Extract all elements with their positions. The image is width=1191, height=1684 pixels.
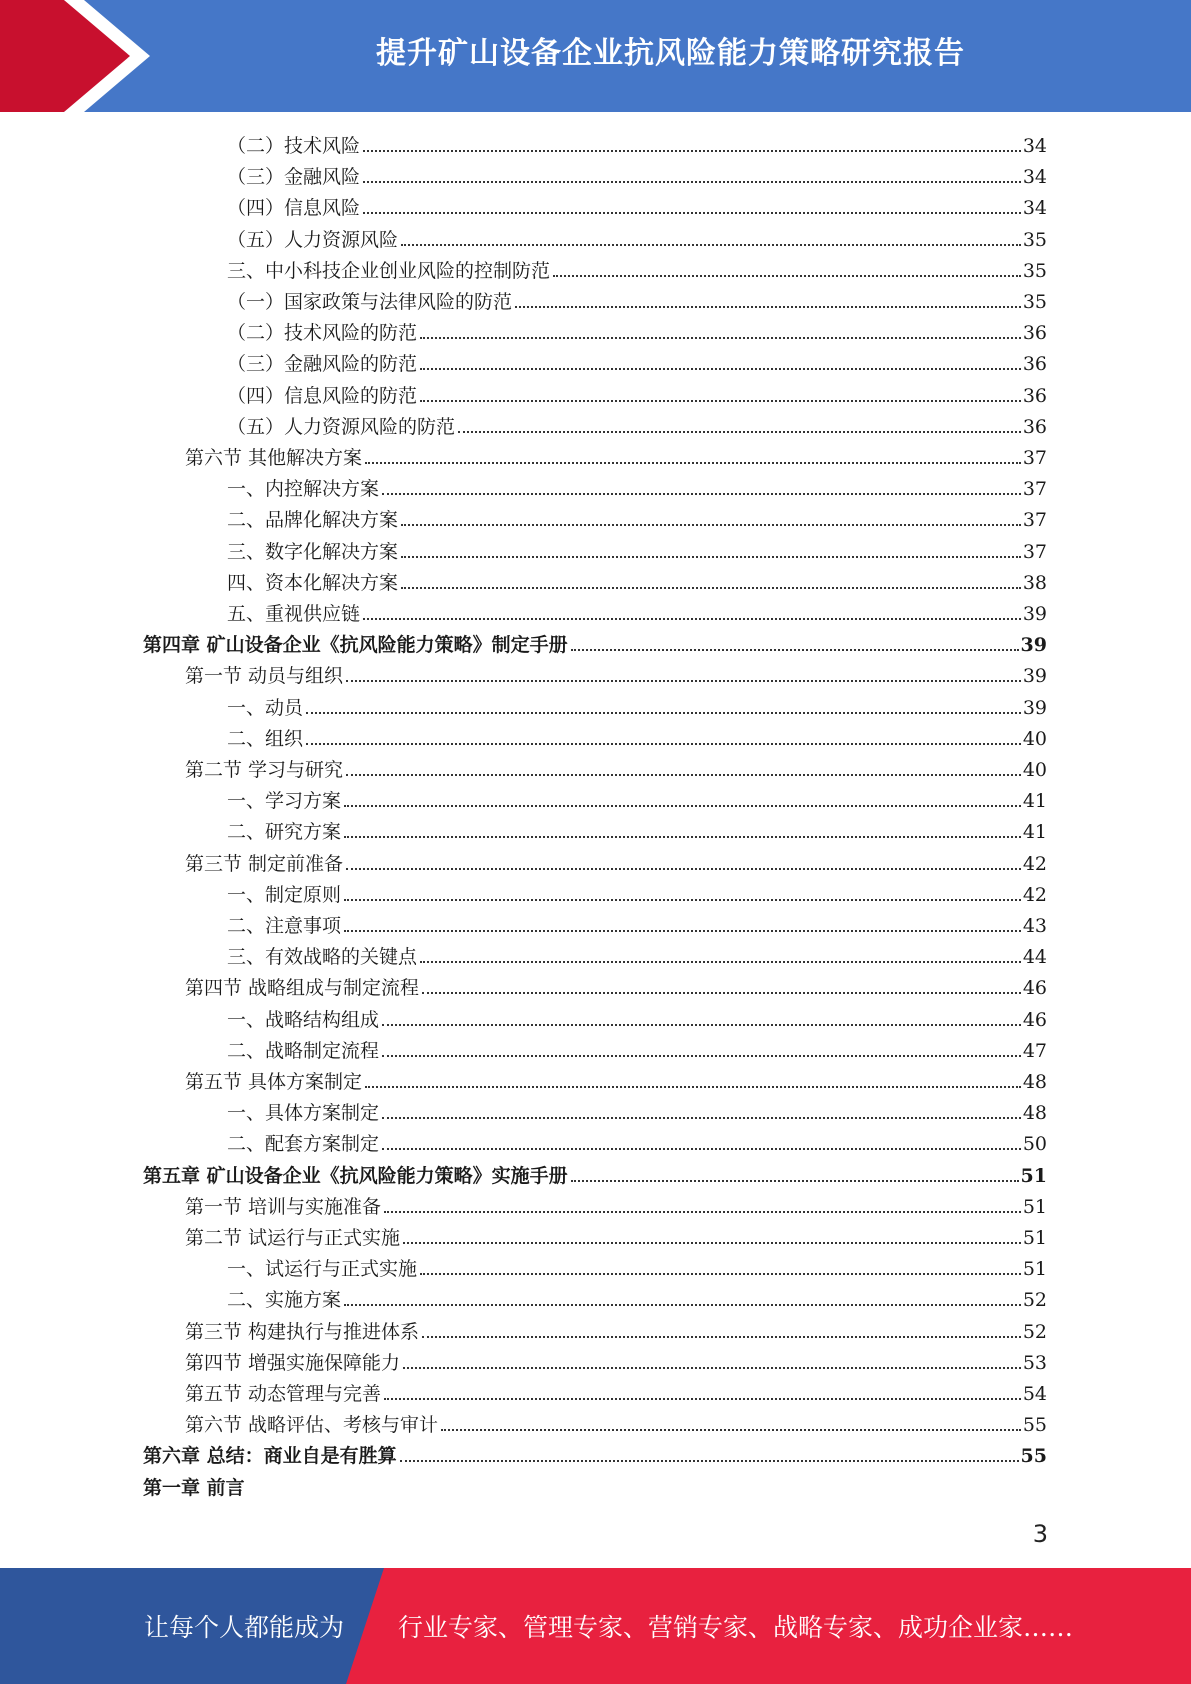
toc-entry[interactable] bbox=[185, 1375, 1047, 1406]
toc-dot-leader bbox=[403, 1367, 1021, 1369]
toc-entry-label: 五、重视供应链 bbox=[227, 603, 361, 625]
toc-dot-leader bbox=[422, 992, 1021, 994]
toc-entry-page: 36 bbox=[1022, 384, 1047, 407]
toc-dot-leader bbox=[384, 1398, 1021, 1400]
toc-entry-page: 48 bbox=[1022, 1071, 1047, 1093]
toc-dot-leader bbox=[420, 368, 1021, 370]
toc-entry[interactable] bbox=[227, 501, 1047, 532]
toc-entry[interactable] bbox=[185, 1313, 1047, 1344]
toc-entry[interactable] bbox=[185, 1219, 1047, 1250]
toc-entry-label: 四、资本化解决方案 bbox=[227, 571, 399, 594]
toc-entry[interactable] bbox=[185, 969, 1047, 1000]
toc-dot-leader bbox=[441, 1429, 1021, 1431]
toc-entry-label: 三、数字化解决方案 bbox=[227, 540, 399, 563]
toc-entry-label: 三、中小科技企业创业风险的控制防范 bbox=[227, 259, 551, 282]
toc-entry-page: 51 bbox=[1022, 1227, 1047, 1249]
footer-slogan-left: 让每个人都能成为 bbox=[144, 1613, 345, 1642]
page-footer bbox=[0, 1568, 1191, 1684]
toc-entry[interactable] bbox=[227, 314, 1047, 345]
toc-dot-leader bbox=[346, 680, 1021, 682]
toc-entry[interactable] bbox=[227, 377, 1047, 408]
toc-entry-label: （三）金融风险 bbox=[227, 166, 361, 189]
toc-dot-leader bbox=[306, 743, 1021, 745]
toc-entry-label: 一、学习方案 bbox=[227, 790, 342, 813]
toc-entry-page: 41 bbox=[1022, 821, 1047, 844]
toc-entry-label: 二、组织 bbox=[227, 727, 304, 750]
toc-entry-label: 第二节 试运行与正式实施 bbox=[185, 1227, 401, 1249]
toc-entry[interactable] bbox=[227, 345, 1047, 376]
toc-entry[interactable] bbox=[185, 1063, 1047, 1094]
toc-dot-leader bbox=[400, 1460, 1019, 1462]
toc-dot-leader bbox=[420, 400, 1021, 402]
toc-entry-page: 55 bbox=[1022, 1414, 1047, 1437]
toc-entry[interactable] bbox=[227, 252, 1047, 283]
toc-entry-page: 39 bbox=[1022, 665, 1047, 688]
toc-entry-page: 34 bbox=[1022, 197, 1047, 220]
toc-entry[interactable] bbox=[227, 1032, 1047, 1063]
toc-entry[interactable] bbox=[227, 127, 1047, 158]
toc-entry-label: （五）人力资源风险 bbox=[227, 228, 399, 251]
toc-entry[interactable] bbox=[227, 689, 1047, 720]
page-number: 3 bbox=[1032, 1520, 1048, 1548]
toc-entry-label: 第一章 前言 bbox=[143, 1476, 245, 1499]
toc-dot-leader bbox=[365, 462, 1021, 464]
toc-entry[interactable] bbox=[185, 657, 1047, 688]
toc-dot-leader bbox=[344, 805, 1021, 807]
toc-entry-label: 第四章 矿山设备企业《抗风险能力策略》制定手册 bbox=[143, 634, 568, 657]
toc-dot-leader bbox=[422, 1336, 1021, 1338]
toc-dot-leader bbox=[363, 150, 1021, 152]
toc-entry-page: 42 bbox=[1022, 883, 1047, 906]
toc-entry[interactable] bbox=[227, 938, 1047, 969]
toc-entry-page: 37 bbox=[1022, 478, 1047, 501]
toc-entry[interactable] bbox=[227, 283, 1047, 314]
footer-slogan-right: 行业专家、管理专家、营销专家、战略专家、成功企业家…… bbox=[398, 1613, 1074, 1642]
toc-dot-leader bbox=[571, 1180, 1019, 1182]
toc-entry-page: 39 bbox=[1020, 634, 1047, 657]
toc-entry-page: 35 bbox=[1022, 259, 1047, 282]
toc-dot-leader bbox=[401, 556, 1021, 558]
toc-entry-label: 第三节 构建执行与推进体系 bbox=[185, 1320, 420, 1343]
toc-entry-page: 54 bbox=[1022, 1383, 1047, 1405]
toc-entry-label: 第五章 矿山设备企业《抗风险能力策略》实施手册 bbox=[143, 1164, 568, 1187]
toc-dot-leader bbox=[420, 1273, 1021, 1275]
toc-entry[interactable] bbox=[227, 782, 1047, 813]
page-header bbox=[0, 0, 1191, 112]
toc-entry-label: （五）人力资源风险的防范 bbox=[227, 415, 456, 438]
toc-dot-leader bbox=[382, 1148, 1021, 1150]
toc-entry[interactable] bbox=[227, 158, 1047, 189]
toc-entry-label: 第六节 战略评估、考核与审计 bbox=[185, 1414, 439, 1437]
toc-dot-leader bbox=[363, 212, 1021, 214]
toc-entry-page: 47 bbox=[1022, 1039, 1047, 1062]
toc-entry-label: （二）技术风险的防范 bbox=[227, 322, 418, 345]
toc-entry-page: 36 bbox=[1022, 353, 1047, 376]
toc-entry-label: 第五节 动态管理与完善 bbox=[185, 1383, 382, 1405]
toc-entry-label: 一、试运行与正式实施 bbox=[227, 1258, 418, 1281]
toc-dot-leader bbox=[382, 1024, 1021, 1026]
toc-entry-page: 46 bbox=[1022, 977, 1047, 1000]
header-title: 提升矿山设备企业抗风险能力策略研究报告 bbox=[376, 36, 965, 71]
toc-entry-page: 40 bbox=[1022, 727, 1047, 750]
toc-entry-page: 51 bbox=[1020, 1164, 1047, 1187]
toc-entry-label: 一、内控解决方案 bbox=[227, 478, 380, 501]
toc-entry-page: 48 bbox=[1022, 1102, 1047, 1125]
toc-entry-page: 50 bbox=[1022, 1133, 1047, 1156]
toc-entry-label: 一、战略结构组成 bbox=[227, 1008, 380, 1031]
toc-entry-label: （一）国家政策与法律风险的防范 bbox=[227, 291, 513, 313]
toc-dot-leader bbox=[382, 1055, 1021, 1057]
toc-entry-page: 39 bbox=[1022, 696, 1047, 719]
toc-entry[interactable] bbox=[227, 1001, 1047, 1032]
toc-dot-leader bbox=[571, 649, 1019, 651]
toc-entry-label: 第六节 其他解决方案 bbox=[185, 447, 363, 469]
toc-entry-label: （四）信息风险 bbox=[227, 197, 361, 220]
toc-entry[interactable] bbox=[143, 1437, 1047, 1468]
toc-dot-leader bbox=[344, 836, 1021, 838]
toc-entry-label: 第一节 动员与组织 bbox=[185, 665, 344, 688]
toc-entry[interactable] bbox=[227, 1281, 1047, 1312]
toc-entry[interactable] bbox=[185, 1188, 1047, 1219]
toc-entry[interactable] bbox=[227, 533, 1047, 564]
toc-dot-leader bbox=[420, 961, 1021, 963]
toc-entry-page: 42 bbox=[1022, 852, 1047, 875]
toc-entry-page: 41 bbox=[1022, 790, 1047, 813]
toc-entry-page: 34 bbox=[1022, 166, 1047, 189]
toc-entry-label: 二、品牌化解决方案 bbox=[227, 509, 399, 532]
toc-entry-label: 一、具体方案制定 bbox=[227, 1102, 380, 1125]
toc-dot-leader bbox=[306, 712, 1021, 714]
toc-entry[interactable] bbox=[227, 813, 1047, 844]
toc-entry[interactable] bbox=[227, 1125, 1047, 1156]
toc-dot-leader bbox=[346, 774, 1021, 776]
toc-entry[interactable] bbox=[227, 876, 1047, 907]
toc-dot-leader bbox=[401, 524, 1021, 526]
toc-dot-leader bbox=[363, 181, 1021, 183]
toc-entry-page: 55 bbox=[1020, 1445, 1047, 1468]
toc-entry-page: 44 bbox=[1022, 946, 1047, 969]
toc-dot-leader bbox=[344, 899, 1021, 901]
toc-entry-label: 二、注意事项 bbox=[227, 915, 342, 937]
toc-entry-page: 53 bbox=[1022, 1351, 1047, 1374]
toc-entry-label: 一、动员 bbox=[227, 696, 304, 719]
toc-dot-leader bbox=[365, 1086, 1021, 1088]
toc-entry[interactable] bbox=[185, 439, 1047, 470]
toc-entry-page: 40 bbox=[1022, 759, 1047, 781]
toc-entry[interactable] bbox=[185, 845, 1047, 876]
toc-dot-leader bbox=[401, 244, 1021, 246]
toc-entry[interactable] bbox=[227, 221, 1047, 252]
toc-entry-label: 第一节 培训与实施准备 bbox=[185, 1195, 382, 1218]
toc-dot-leader bbox=[363, 618, 1021, 620]
toc-entry-page: 37 bbox=[1022, 540, 1047, 563]
toc-entry-page: 43 bbox=[1022, 915, 1047, 937]
toc-entry[interactable] bbox=[185, 1344, 1047, 1375]
toc-entry-label: （三）金融风险的防范 bbox=[227, 353, 418, 376]
toc-entry-label: （四）信息风险的防范 bbox=[227, 384, 418, 407]
toc-entry[interactable] bbox=[185, 1406, 1047, 1437]
toc-dot-leader bbox=[420, 337, 1021, 339]
toc-dot-leader bbox=[344, 1304, 1021, 1306]
toc-dot-leader bbox=[382, 1117, 1021, 1119]
toc-dot-leader bbox=[382, 493, 1021, 495]
toc-entry-label: 第二节 学习与研究 bbox=[185, 759, 344, 781]
toc-entry[interactable] bbox=[227, 907, 1047, 938]
toc-entry[interactable] bbox=[227, 408, 1047, 439]
toc-entry[interactable] bbox=[227, 595, 1047, 626]
toc-entry-page: 36 bbox=[1022, 415, 1047, 438]
toc-entry-label: 第四节 增强实施保障能力 bbox=[185, 1351, 401, 1374]
toc-entry-page: 51 bbox=[1022, 1195, 1047, 1218]
toc-entry[interactable] bbox=[143, 626, 1047, 657]
toc-entry-page: 38 bbox=[1022, 571, 1047, 594]
toc-entry-page: 51 bbox=[1022, 1258, 1047, 1281]
toc-entry[interactable] bbox=[227, 470, 1047, 501]
toc-entry-page: 46 bbox=[1022, 1008, 1047, 1031]
toc-entry-page: 37 bbox=[1022, 447, 1047, 469]
toc-dot-leader bbox=[458, 431, 1021, 433]
toc-entry-page: 34 bbox=[1022, 135, 1047, 157]
toc-entry[interactable] bbox=[227, 564, 1047, 595]
toc-entry-label: 一、制定原则 bbox=[227, 883, 342, 906]
toc-entry-label: 第四节 战略组成与制定流程 bbox=[185, 977, 420, 1000]
toc-entry-label: （二）技术风险 bbox=[227, 135, 361, 157]
toc-entry-label: 三、有效战略的关键点 bbox=[227, 946, 418, 969]
toc-dot-leader bbox=[346, 868, 1021, 870]
toc-dot-leader bbox=[384, 1211, 1021, 1213]
toc-entry[interactable] bbox=[227, 1250, 1047, 1281]
toc-entry-label: 二、战略制定流程 bbox=[227, 1039, 380, 1062]
toc-entry[interactable] bbox=[143, 1157, 1047, 1188]
toc-entry-page: 52 bbox=[1022, 1289, 1047, 1312]
toc-dot-leader bbox=[344, 930, 1021, 932]
toc-entry-label: 二、研究方案 bbox=[227, 821, 342, 844]
toc-entry[interactable] bbox=[143, 1469, 1047, 1500]
toc-entry-page: 35 bbox=[1022, 228, 1047, 251]
toc-entry-label: 第三节 制定前准备 bbox=[185, 852, 344, 875]
toc-entry[interactable] bbox=[227, 189, 1047, 220]
toc-entry[interactable] bbox=[227, 1094, 1047, 1125]
toc-entry-page: 37 bbox=[1022, 509, 1047, 532]
toc-entry[interactable] bbox=[185, 751, 1047, 782]
toc-entry-page: 52 bbox=[1022, 1320, 1047, 1343]
toc-dot-leader bbox=[515, 306, 1021, 308]
toc-dot-leader bbox=[401, 587, 1021, 589]
toc-entry-page: 35 bbox=[1022, 291, 1047, 313]
toc-entry-label: 二、实施方案 bbox=[227, 1289, 342, 1312]
toc-entry[interactable] bbox=[227, 720, 1047, 751]
toc-entry-page: 39 bbox=[1022, 603, 1047, 625]
toc-dot-leader bbox=[553, 275, 1021, 277]
toc-entry-label: 第六章 总结：商业自是有胜算 bbox=[143, 1445, 397, 1468]
toc-entry-page: 36 bbox=[1022, 322, 1047, 345]
toc-entry-label: 二、配套方案制定 bbox=[227, 1133, 380, 1156]
toc-entry-label: 第五节 具体方案制定 bbox=[185, 1071, 363, 1093]
toc-dot-leader bbox=[403, 1242, 1021, 1244]
